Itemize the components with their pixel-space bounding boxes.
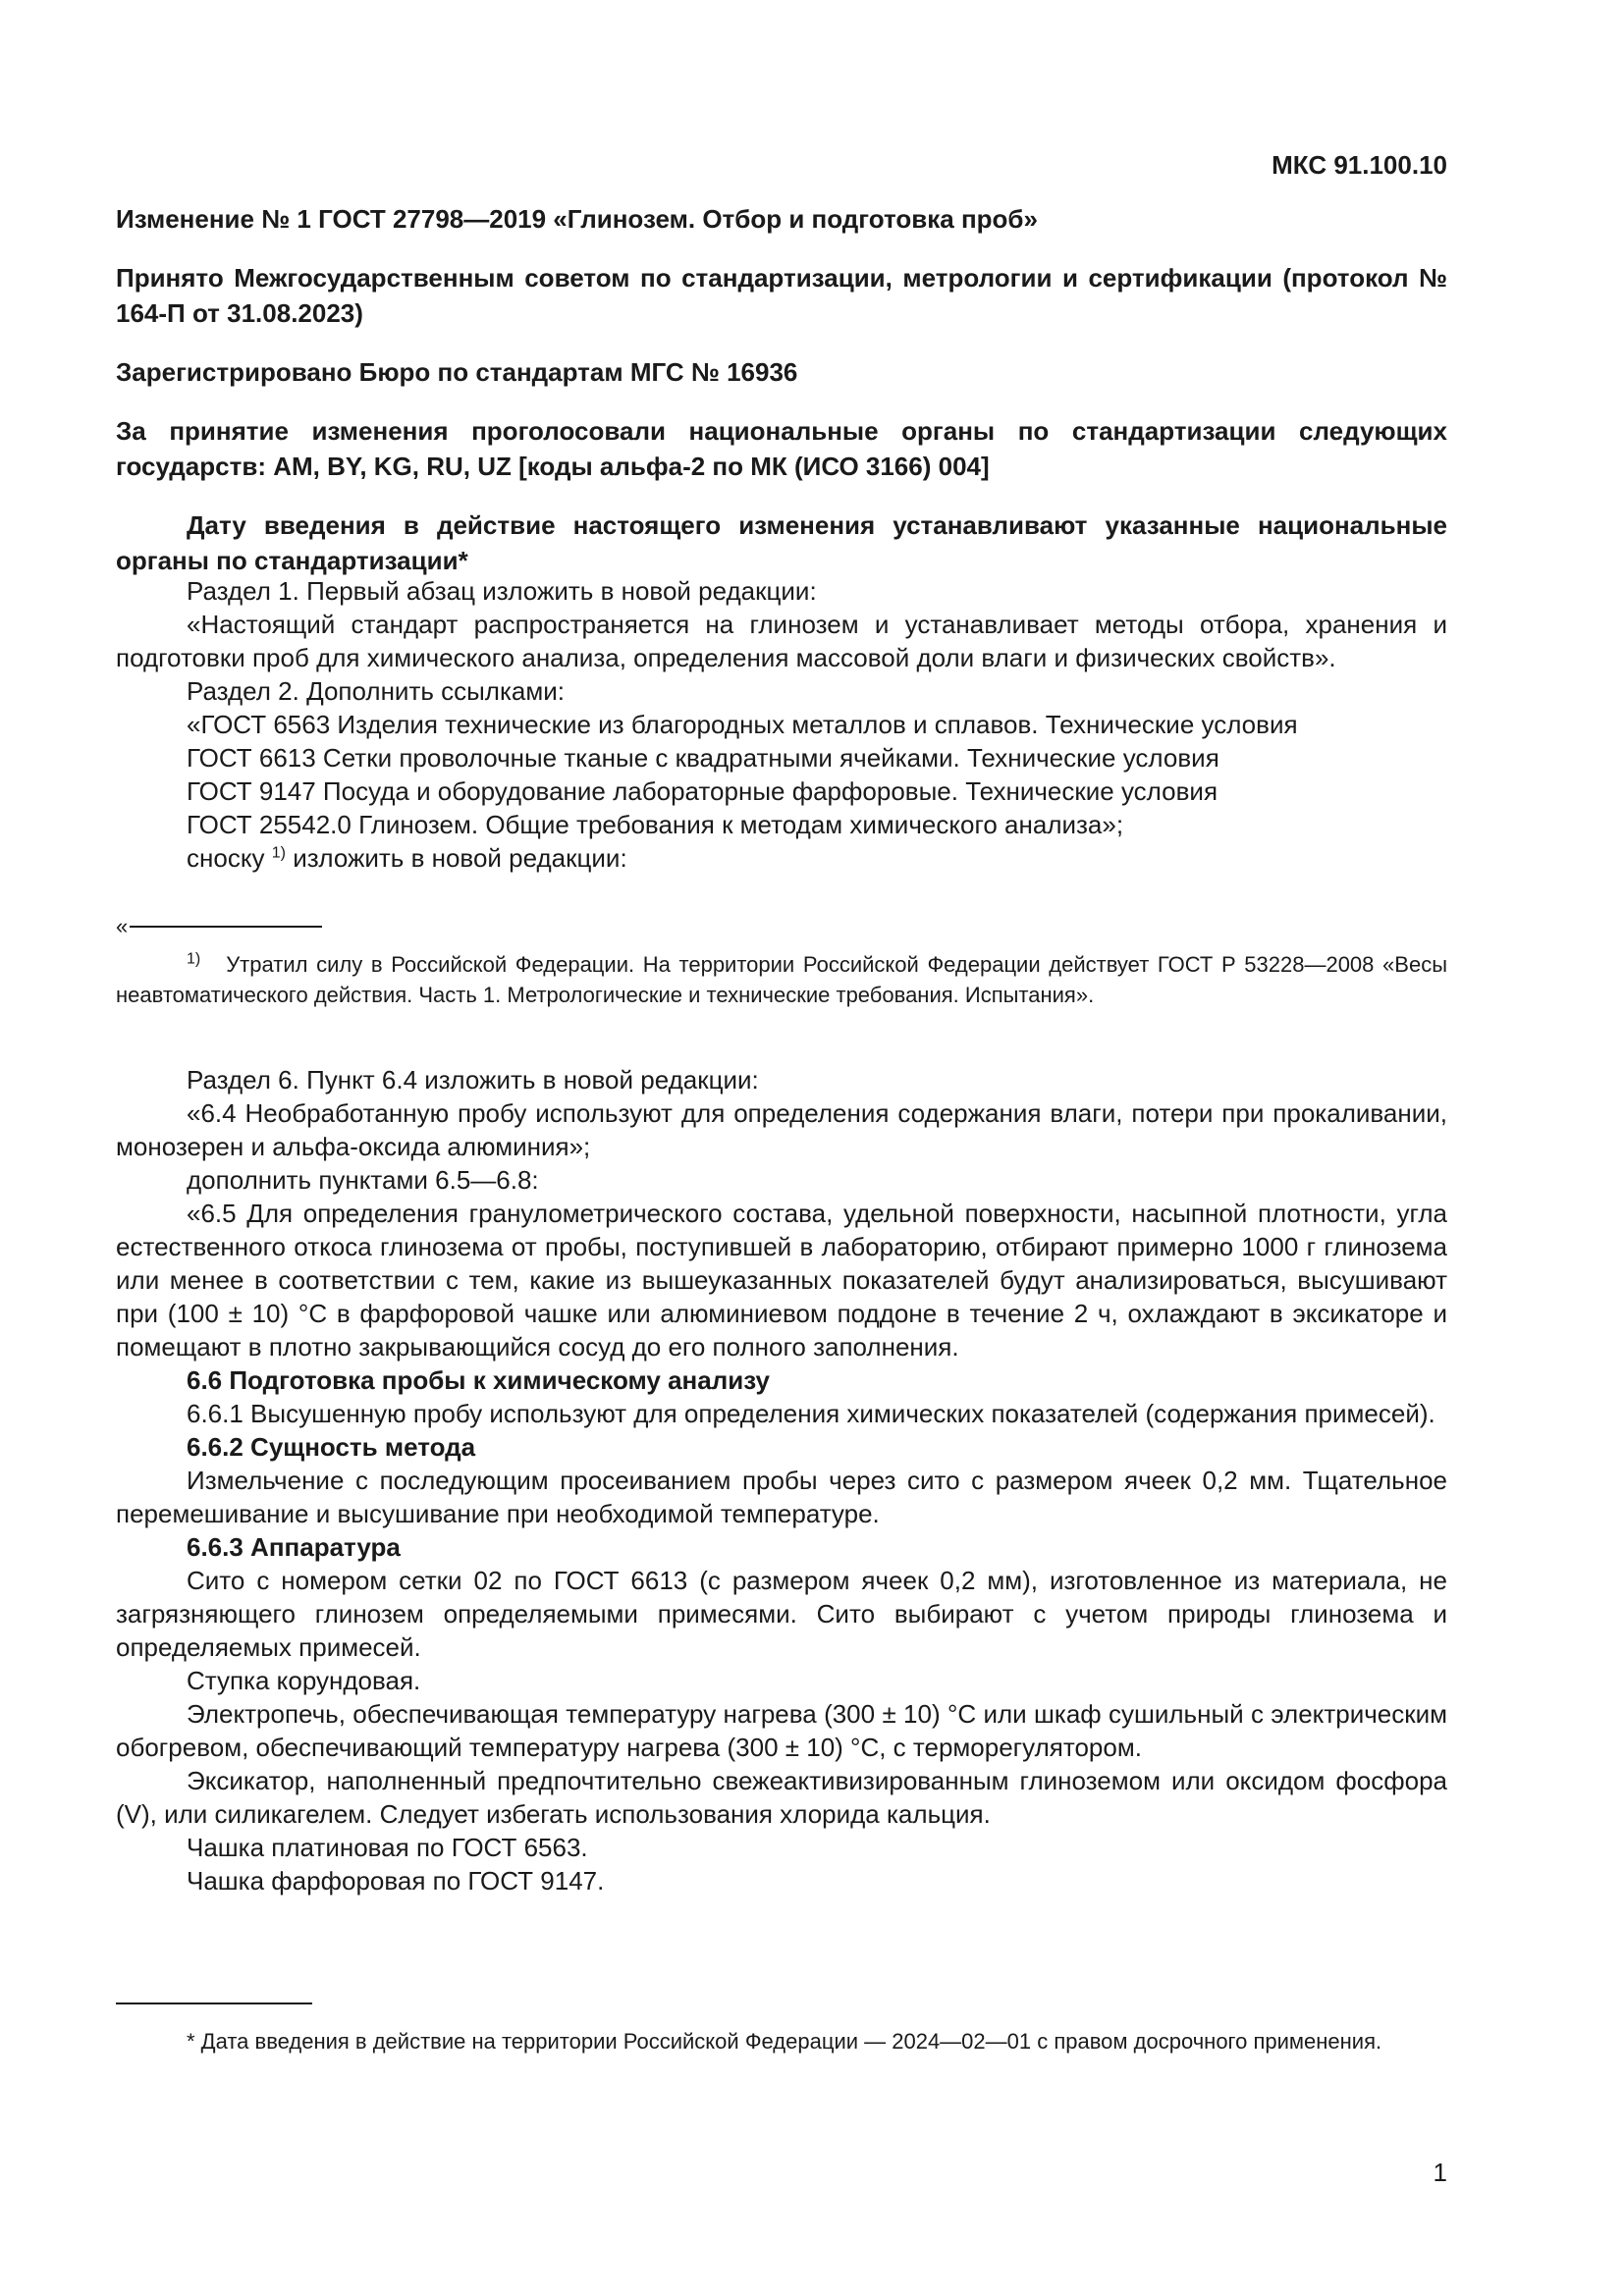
inner-footnote xyxy=(116,911,1447,1010)
effective-date-statement: Дату введения в действие настоящего изменения устанавливают указанные национальные органы по стандартизации* xyxy=(116,510,1447,575)
inner-footnote-rule xyxy=(116,911,1447,941)
section1-intro: Раздел 1. Первый абзац изложить в новой редакции: xyxy=(187,576,817,606)
clause-6-5: «6.5 Для определения гранулометрического состава, удельной поверхности, насыпной плотности, угла естественного откоса глинозема от пробы, поступившей в лабораторию, отбирают примерно 1000 г глинозема или менее в соответствии с тем, какие из вышеуказанных показателей будут анализироваться, высушивают при (100 ± 10) °С в фарфоровой чашке или алюминиевом поддоне в течение 2 ч, охлаждают в эксикаторе и помещают в плотно закрывающийся сосуд до его полного заполнения. xyxy=(116,1199,1447,1362)
page-footnote xyxy=(116,2002,1447,2056)
footnote-instruction-prefix: сноску xyxy=(187,843,265,873)
section2-ref-6563: «ГОСТ 6563 Изделия технические из благородных металлов и сплавов. Технические условия xyxy=(187,710,1298,739)
clause-6-6-heading: 6.6 Подготовка пробы к химическому анализу xyxy=(187,1365,770,1395)
clause-6-6-3-heading: 6.6.3 Аппаратура xyxy=(187,1532,401,1562)
page-footnote-divider xyxy=(116,2002,312,2004)
mks-code: МКС 91.100.10 xyxy=(1272,150,1447,180)
section6-intro: Раздел 6. Пункт 6.4 изложить в новой редакции: xyxy=(187,1065,759,1095)
amendment-body-part1 xyxy=(116,574,1447,875)
clause-6-6-2-text: Измельчение с последующим просеиванием пробы через сито с размером ячеек 0,2 мм. Тщательное перемешивание и высушивание при необходимой температуре. xyxy=(116,1466,1447,1528)
voted-statement: За принятие изменения проголосовали национальные органы по стандартизации следующих государств: AM, BY, KG, RU, UZ [коды альфа-2 по МК (ИСО 3166) 004] xyxy=(116,416,1447,481)
apparatus-desiccator: Эксикатор, наполненный предпочтительно свежеактивизированным глиноземом или оксидом фосфора (V), или силикагелем. Следует избегать использования хлорида кальция. xyxy=(116,1766,1447,1829)
page-number: 1 xyxy=(1433,2158,1447,2187)
apparatus-platinum-dish: Чашка платиновая по ГОСТ 6563. xyxy=(187,1833,588,1862)
footnote-instruction-suffix: изложить в новой редакции: xyxy=(293,843,627,873)
section6-supplement: дополнить пунктами 6.5—6.8: xyxy=(187,1165,539,1195)
document-page xyxy=(116,0,1447,2296)
amendment-title: Изменение № 1 ГОСТ 27798—2019 «Глинозем. Отбор и подготовка проб» xyxy=(116,204,1038,234)
inner-footnote-body: Утратил силу в Российской Федерации. На территории Российской Федерации действует ГОСТ Р 53228—2008 «Весы неавтоматического действия. Часть 1. Метрологические и технические требования. Испытания». xyxy=(116,952,1448,1007)
apparatus-porcelain-dish: Чашка фарфоровая по ГОСТ 9147. xyxy=(187,1866,605,1896)
apparatus-mortar: Ступка корундовая. xyxy=(187,1666,421,1695)
amendment-body-part2 xyxy=(116,1063,1447,1897)
footnote-divider xyxy=(130,926,322,928)
apparatus-sieve: Сито с номером сетки 02 по ГОСТ 6613 (с размером ячеек 0,2 мм), изготовленное из материала, не загрязняющего глинозем определяемыми примесями. Сито выбирают с учетом природы глинозема и определяемых примесей. xyxy=(116,1566,1447,1662)
page-footnote-text: * Дата введения в действие на территории Российской Федерации — 2024—02—01 с правом досрочного применения. xyxy=(187,2029,1382,2054)
section2-footnote-instruction xyxy=(116,841,1447,875)
inner-footnote-open-quote: « xyxy=(116,914,129,938)
amendment-header xyxy=(116,201,1447,602)
registered-statement: Зарегистрировано Бюро по стандартам МГС № 16936 xyxy=(116,357,798,387)
inner-footnote-marker: 1) xyxy=(187,950,201,968)
section1-text: «Настоящий стандарт распространяется на глинозем и устанавливает методы отбора, хранения и подготовки проб для химического анализа, определения массовой доли влаги и физических свойств». xyxy=(116,610,1447,672)
clause-6-4: «6.4 Необработанную пробу используют для определения содержания влаги, потери при прокаливании, монозерен и альфа-оксида алюминия»; xyxy=(116,1098,1447,1161)
section2-intro: Раздел 2. Дополнить ссылками: xyxy=(187,676,566,706)
clause-6-6-2-heading: 6.6.2 Сущность метода xyxy=(187,1432,476,1462)
section2-ref-25542: ГОСТ 25542.0 Глинозем. Общие требования к методам химического анализа»; xyxy=(187,810,1124,839)
section2-ref-6613: ГОСТ 6613 Сетки проволочные тканые с квадратными ячейками. Технические условия xyxy=(187,743,1219,773)
clause-6-6-1: 6.6.1 Высушенную пробу используют для определения химических показателей (содержания примесей). xyxy=(187,1399,1435,1428)
footnote-marker: 1) xyxy=(271,844,286,862)
inner-footnote-text xyxy=(116,949,1447,1010)
section2-ref-9147: ГОСТ 9147 Посуда и оборудование лабораторные фарфоровые. Технические условия xyxy=(187,776,1218,806)
adopted-statement: Принято Межгосударственным советом по стандартизации, метрологии и сертификации (протокол № 164-П от 31.08.2023) xyxy=(116,263,1447,328)
apparatus-furnace: Электропечь, обеспечивающая температуру нагрева (300 ± 10) °С или шкаф сушильный с электрическим обогревом, обеспечивающий температуру нагрева (300 ± 10) °С, с терморегулятором. xyxy=(116,1699,1447,1762)
